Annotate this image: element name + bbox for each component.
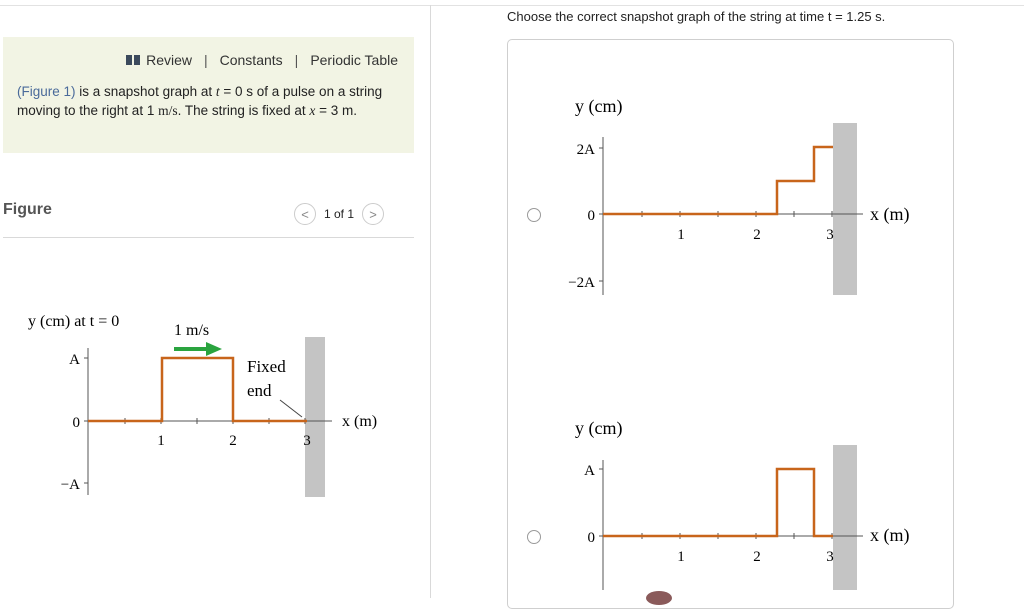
figure-heading: Figure: [3, 201, 52, 218]
option-1-x-tick-2: 2: [753, 227, 761, 243]
velocity-arrow: [174, 342, 222, 356]
top-rule: [0, 5, 1024, 6]
end-label: end: [247, 381, 272, 400]
figure-divider: [3, 237, 414, 238]
fixed-end-pointer: [280, 400, 302, 417]
book-icon: [126, 55, 140, 65]
option-1-y-tick-0: 0: [587, 208, 595, 224]
figure-x-axis-label: x (m): [342, 413, 378, 430]
option-2-wall: [833, 445, 857, 590]
link-separator: |: [294, 52, 299, 68]
figure-pager: [294, 203, 384, 225]
option-2-y-axis-label: y (cm): [575, 418, 623, 438]
option-2-x-axis-label: x (m): [870, 525, 910, 545]
x-tick-3: 3: [303, 433, 311, 449]
option-1-y-tick-neg-2a: −2A: [568, 275, 595, 291]
pager-text: 1 of 1: [324, 207, 355, 221]
review-link[interactable]: Review: [146, 52, 192, 68]
problem-info-box: [3, 37, 414, 153]
option-1-pulse-curve: [603, 147, 833, 214]
periodic-table-link[interactable]: Periodic Table: [310, 52, 398, 68]
option-1-x-tick-3: 3: [826, 227, 834, 243]
prev-figure-button[interactable]: [294, 203, 316, 225]
option-1-x-axis-label: x (m): [870, 204, 910, 224]
question-prompt: Choose the correct snapshot graph of the string at time t = 1.25 s.: [507, 9, 886, 24]
figure-link[interactable]: (Figure 1): [17, 84, 76, 99]
option-2-tick-marks: [599, 469, 832, 539]
y-tick-a: A: [69, 352, 80, 368]
option-1-x-tick-1: 1: [677, 227, 685, 243]
option-2-y-tick-a: A: [584, 463, 595, 479]
chevron-right-icon: >: [369, 206, 377, 222]
option-2-pulse-curve: [603, 469, 833, 536]
figure-y-axis-label: y (cm) at t = 0: [28, 313, 120, 330]
link-separator: |: [203, 52, 208, 68]
option-2-graph: [555, 410, 935, 590]
y-tick-neg-a: −A: [60, 477, 80, 493]
option-2-y-tick-0: 0: [587, 530, 595, 546]
fixed-label: Fixed: [247, 357, 286, 376]
option-1-wall: [833, 123, 857, 295]
option-2-x-tick-1: 1: [677, 549, 685, 565]
resource-links: [126, 52, 398, 68]
option-1-y-axis-label: y (cm): [575, 96, 623, 116]
problem-description: (Figure 1) is a snapshot graph at t = 0 s of a pulse on a string moving to the right at 1 m/s. The string is fixed at x = 3 m.: [17, 84, 383, 118]
next-figure-button[interactable]: [362, 203, 384, 225]
fixed-end-wall: [305, 337, 325, 497]
option-1-radio[interactable]: [527, 208, 541, 222]
x-tick-2: 2: [229, 433, 237, 449]
option-2-radio[interactable]: [527, 530, 541, 544]
x-tick-1: 1: [157, 433, 165, 449]
panel-divider: [430, 5, 431, 598]
velocity-label: 1 m/s: [174, 322, 210, 339]
constants-link[interactable]: Constants: [219, 52, 283, 68]
option-2-x-tick-2: 2: [753, 549, 761, 565]
partial-cursor-icon: [646, 591, 672, 605]
figure-1-graph: [0, 290, 420, 520]
chevron-left-icon: <: [301, 206, 309, 222]
option-1-graph: [555, 90, 935, 305]
y-tick-0: 0: [72, 415, 80, 431]
option-2-x-tick-3: 3: [826, 549, 834, 565]
option-1-y-tick-2a: 2A: [576, 142, 595, 158]
